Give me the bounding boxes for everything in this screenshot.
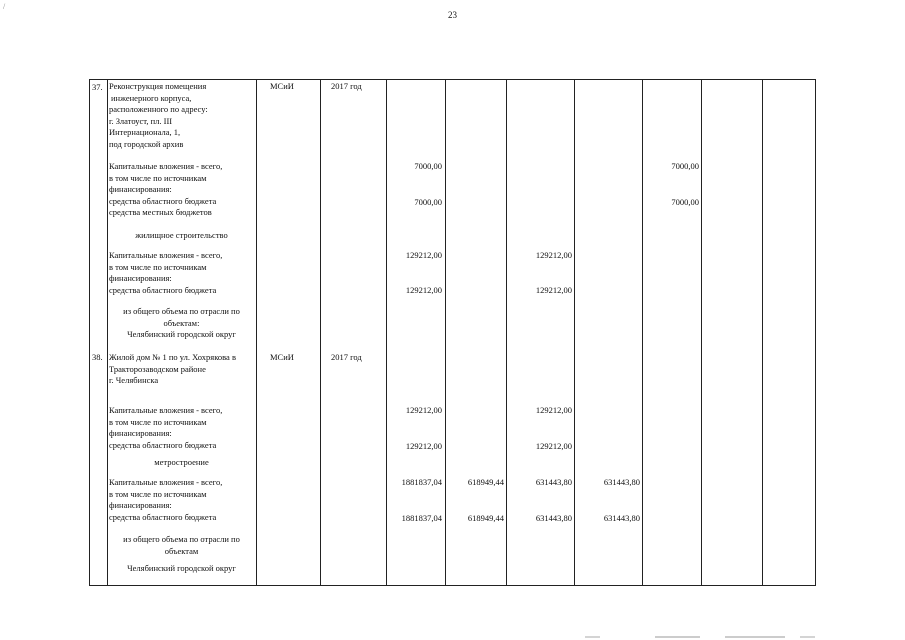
total-regional-value: 7000,00: [414, 197, 442, 207]
column-divider: [256, 80, 257, 585]
column-divider: [642, 80, 643, 585]
column-divider: [445, 80, 446, 585]
year-2-regional-value: 129212,00: [535, 285, 572, 295]
column-divider: [574, 80, 575, 585]
capital-investment-block: Капитальные вложения - всего, в том числе по источникам финансирования: средства областного бюджета: [109, 405, 223, 450]
capital-investment-block: Капитальные вложения - всего, в том числе по источникам финансирования: средства областного бюджета средства местных бюджетов: [109, 161, 223, 218]
total-regional-value: 129212,00: [405, 441, 442, 451]
total-regional-value: 1881837,04: [401, 513, 442, 523]
year-2-value: 631443,80: [535, 477, 572, 487]
year-2-value: 129212,00: [535, 405, 572, 415]
column-divider: [320, 80, 321, 585]
total-value: 129212,00: [405, 405, 442, 415]
column-divider: [762, 80, 763, 585]
total-value: 129212,00: [405, 250, 442, 260]
section-heading: жилищное строительство: [135, 230, 228, 240]
year-3-regional-value: 631443,80: [603, 513, 640, 523]
data-table: [89, 79, 816, 586]
year-label: 2017 год: [331, 81, 362, 91]
year-1-regional-value: 618949,44: [467, 513, 504, 523]
capital-investment-block: Капитальные вложения - всего, в том числе по источникам финансирования: средства областного бюджета: [109, 477, 223, 522]
executor-label: МСиИ: [270, 352, 294, 362]
object-name: Жилой дом № 1 по ул. Хохрякова в Тракторозаводском районе г. Челябинска: [109, 352, 236, 386]
total-regional-value: 129212,00: [405, 285, 442, 295]
row-number: 37.: [92, 82, 103, 92]
last-period-value: 7000,00: [671, 161, 699, 171]
year-2-value: 129212,00: [535, 250, 572, 260]
scan-corner-mark: /: [3, 2, 6, 11]
total-value: 7000,00: [414, 161, 442, 171]
last-period-regional-value: 7000,00: [671, 197, 699, 207]
column-divider: [701, 80, 702, 585]
executor-label: МСиИ: [270, 81, 294, 91]
capital-investment-block: Капитальные вложения - всего, в том числе по источникам финансирования: средства областного бюджета: [109, 250, 223, 295]
row-number: 38.: [92, 352, 103, 362]
year-1-value: 618949,44: [467, 477, 504, 487]
subheading-by-object: из общего объема по отрасли по объектам: Челябинский городской округ: [123, 306, 240, 340]
section-heading: метростроение: [154, 457, 209, 467]
column-divider: [386, 80, 387, 585]
object-name: Реконструкция помещения инженерного корпуса, расположенного по адресу: г. Златоуст, пл. III Интернационала, 1, под городской архив: [109, 81, 208, 149]
year-2-regional-value: 129212,00: [535, 441, 572, 451]
column-divider: [506, 80, 507, 585]
subheading-by-object: из общего объема по отрасли по объектам Челябинский городской округ: [123, 534, 240, 574]
year-3-value: 631443,80: [603, 477, 640, 487]
total-value: 1881837,04: [401, 477, 442, 487]
year-2-regional-value: 631443,80: [535, 513, 572, 523]
year-label: 2017 год: [331, 352, 362, 362]
page-number: 23: [448, 10, 457, 20]
scan-artifacts: [0, 632, 905, 640]
